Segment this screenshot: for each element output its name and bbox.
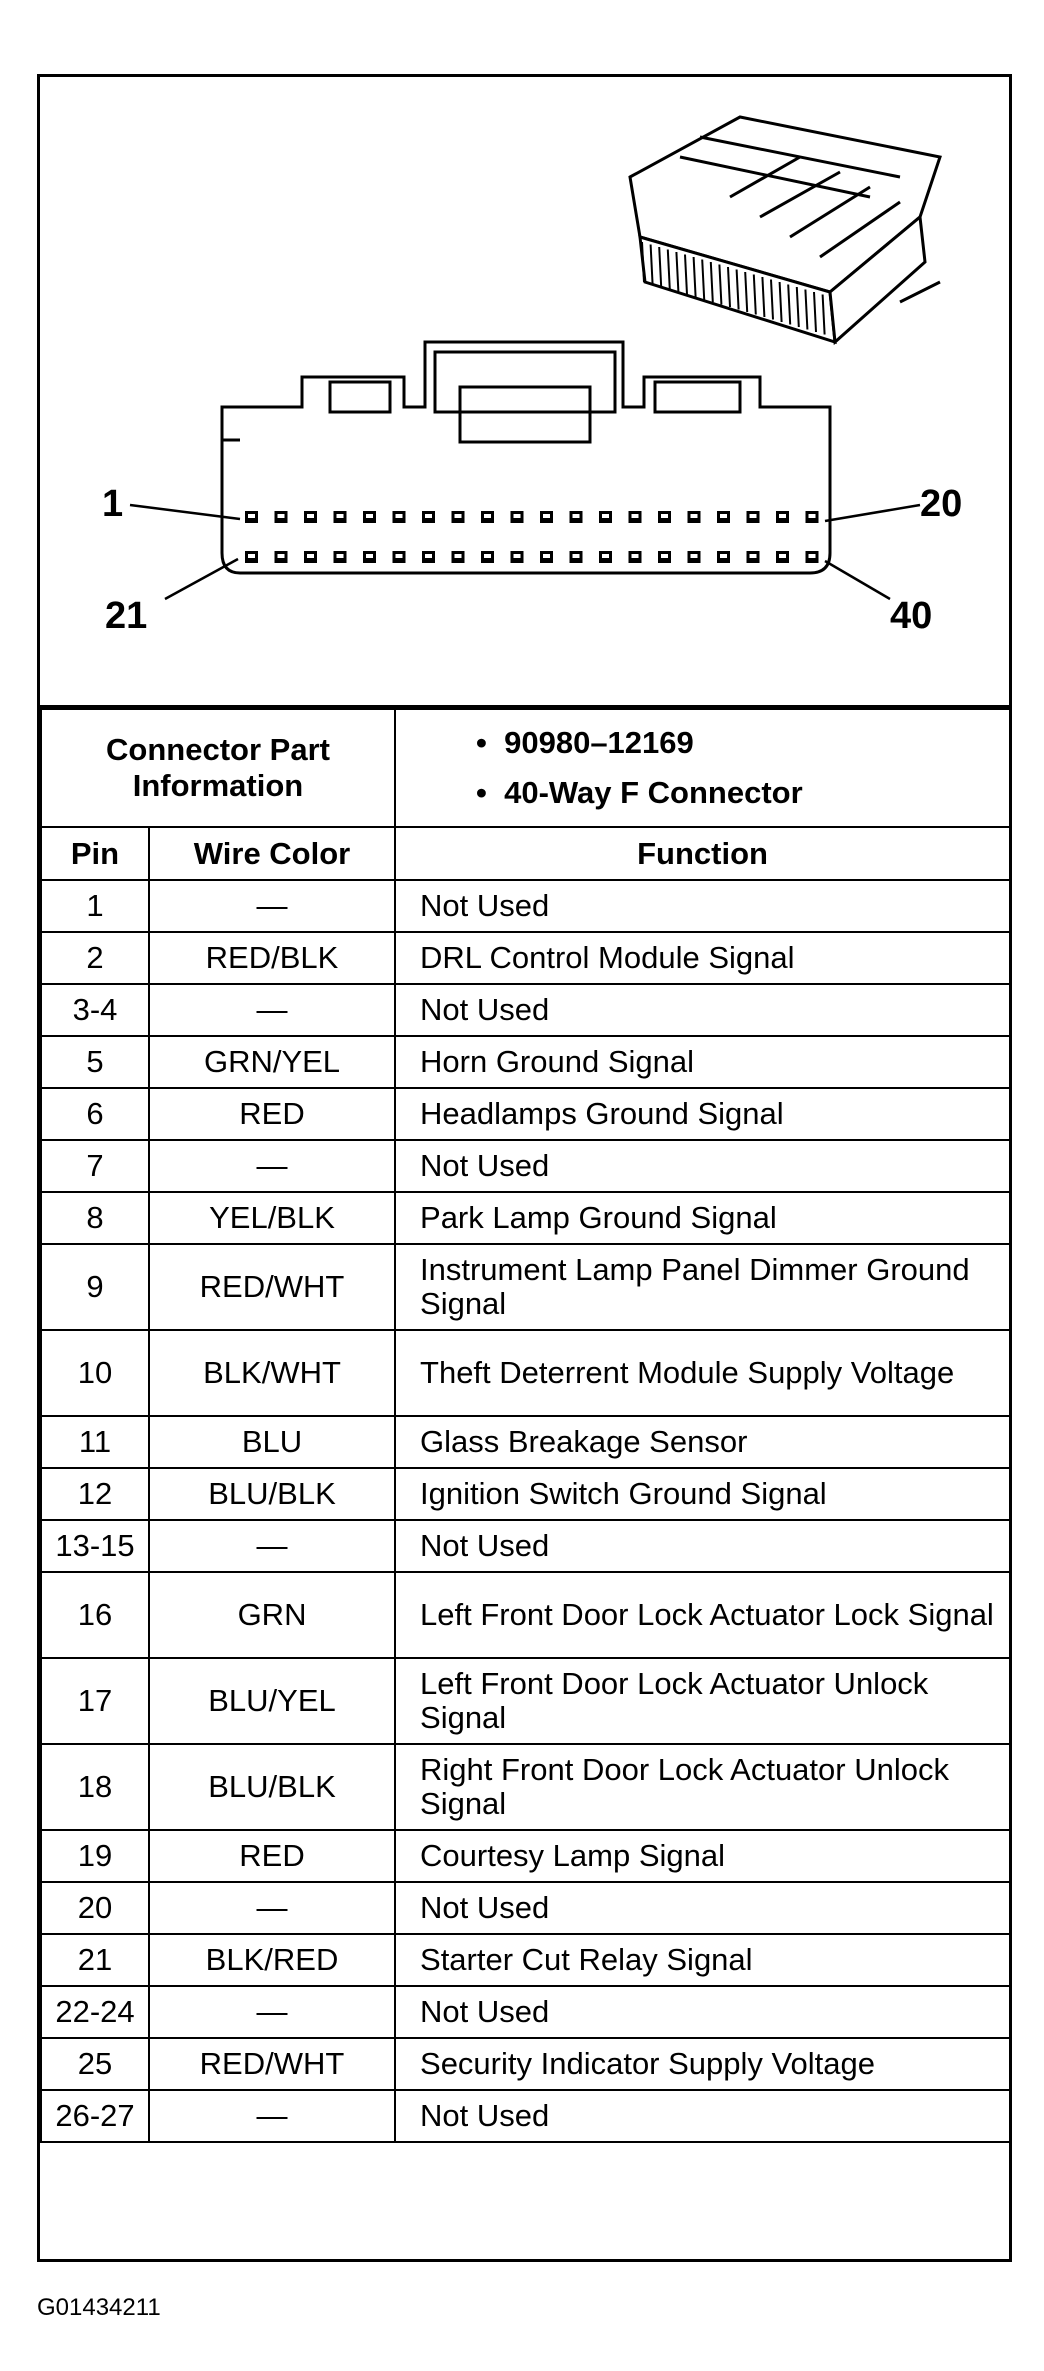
pin-cell: 20 <box>41 1882 149 1934</box>
pin-cavity-slot <box>248 514 255 518</box>
function-cell: Instrument Lamp Panel Dimmer Ground Signal <box>395 1244 1010 1330</box>
wire-color-cell: RED/WHT <box>149 2038 395 2090</box>
function-cell: Left Front Door Lock Actuator Lock Signal <box>395 1572 1010 1658</box>
function-cell: Courtesy Lamp Signal <box>395 1830 1010 1882</box>
figure-id: G01434211 <box>37 2294 161 2321</box>
function-cell: Not Used <box>395 1986 1010 2038</box>
pin-grid <box>245 511 819 563</box>
function-cell: Not Used <box>395 2090 1010 2142</box>
wire-color-cell: RED/BLK <box>149 932 395 984</box>
wire-color-cell: BLU/YEL <box>149 1658 395 1744</box>
column-header-function: Function <box>395 827 1010 880</box>
function-cell: Ignition Switch Ground Signal <box>395 1468 1010 1520</box>
column-header-pin: Pin <box>41 827 149 880</box>
pin-cavity-slot <box>691 554 698 558</box>
pin-cavity-slot <box>750 514 757 518</box>
function-cell: Headlamps Ground Signal <box>395 1088 1010 1140</box>
pin-cavity-slot <box>307 514 314 518</box>
wire-color-cell: RED <box>149 1088 395 1140</box>
table-row <box>41 1986 1010 2038</box>
pin-cavity-slot <box>396 554 403 558</box>
connector-description: • 40-Way F Connector <box>476 768 1003 818</box>
info-label-line2: Information <box>132 768 304 803</box>
function-cell: Park Lamp Ground Signal <box>395 1192 1010 1244</box>
pin-cavity-slot <box>307 554 314 558</box>
pin-cavity-slot <box>809 554 816 558</box>
pin-cavity-slot <box>455 514 462 518</box>
pin-cavity-slot <box>337 514 344 518</box>
pin-cell: 3-4 <box>41 984 149 1036</box>
table-row <box>41 1416 1010 1468</box>
wire-color-cell: BLK/RED <box>149 1934 395 1986</box>
pin-cavity-slot <box>602 554 609 558</box>
table-row <box>41 1468 1010 1520</box>
function-cell: Right Front Door Lock Actuator Unlock Signal <box>395 1744 1010 1830</box>
connector-sheet <box>37 74 1012 2262</box>
table-row <box>41 880 1010 932</box>
connector-3d-view <box>630 117 940 342</box>
pin-cell: 6 <box>41 1088 149 1140</box>
table-row <box>41 1330 1010 1416</box>
pin-cavity-slot <box>632 514 639 518</box>
pinout-table <box>40 708 1011 2143</box>
table-row <box>41 1140 1010 1192</box>
pin-cell: 9 <box>41 1244 149 1330</box>
wire-color-cell: BLK/WHT <box>149 1330 395 1416</box>
pin-cell: 11 <box>41 1416 149 1468</box>
function-cell: Not Used <box>395 1882 1010 1934</box>
pin-cavity-slot <box>661 514 668 518</box>
pin-cavity-slot <box>691 514 698 518</box>
pin-cavity-slot <box>337 554 344 558</box>
pin-cavity-slot <box>602 514 609 518</box>
leader-pin-21 <box>165 559 238 599</box>
pin-label-20: 20 <box>920 483 963 525</box>
pin-cavity-slot <box>543 554 550 558</box>
wire-color-cell: — <box>149 880 395 932</box>
table-row <box>41 1244 1010 1330</box>
pin-cell: 26-27 <box>41 2090 149 2142</box>
table-row <box>41 932 1010 984</box>
pin-cell: 10 <box>41 1330 149 1416</box>
table-row <box>41 1572 1010 1658</box>
pin-cavity-slot <box>366 514 373 518</box>
wire-color-cell: RED/WHT <box>149 1244 395 1330</box>
wire-color-cell: RED <box>149 1830 395 1882</box>
pin-cavity-slot <box>484 554 491 558</box>
table-row <box>41 1088 1010 1140</box>
pin-cell: 2 <box>41 932 149 984</box>
pin-cell: 7 <box>41 1140 149 1192</box>
wire-color-cell: GRN/YEL <box>149 1036 395 1088</box>
table-row <box>41 2090 1010 2142</box>
wire-color-cell: — <box>149 1882 395 1934</box>
pin-cell: 21 <box>41 1934 149 1986</box>
function-cell: Theft Deterrent Module Supply Voltage <box>395 1330 1010 1416</box>
pin-cell: 8 <box>41 1192 149 1244</box>
function-cell: Left Front Door Lock Actuator Unlock Signal <box>395 1658 1010 1744</box>
pin-cavity-slot <box>425 514 432 518</box>
pin-cavity-slot <box>632 554 639 558</box>
pin-label-1: 1 <box>102 483 124 525</box>
connector-diagram <box>40 77 1009 708</box>
connector-info-values <box>395 709 1010 827</box>
pin-cavity-slot <box>543 514 550 518</box>
pin-cavity-slot <box>573 554 580 558</box>
pin-cavity-slot <box>514 554 521 558</box>
pin-cell: 18 <box>41 1744 149 1830</box>
function-cell: Not Used <box>395 1140 1010 1192</box>
pin-cavity-slot <box>779 514 786 518</box>
pin-cavity-slot <box>278 554 285 558</box>
pin-cavity-slot <box>661 554 668 558</box>
wire-color-cell: — <box>149 2090 395 2142</box>
table-row <box>41 1934 1010 1986</box>
pin-cavity-slot <box>366 554 373 558</box>
connector-drawing <box>40 77 1009 705</box>
wire-color-cell: BLU/BLK <box>149 1468 395 1520</box>
wire-color-cell: BLU/BLK <box>149 1744 395 1830</box>
wire-color-cell: — <box>149 1520 395 1572</box>
function-cell: Horn Ground Signal <box>395 1036 1010 1088</box>
connector-info-label <box>41 709 395 827</box>
table-row <box>41 1036 1010 1088</box>
pin-cavity-slot <box>455 554 462 558</box>
function-cell: Glass Breakage Sensor <box>395 1416 1010 1468</box>
pin-cavity-slot <box>809 514 816 518</box>
pin-cell: 13-15 <box>41 1520 149 1572</box>
pin-cell: 1 <box>41 880 149 932</box>
pin-cavity-slot <box>779 554 786 558</box>
table-row <box>41 1882 1010 1934</box>
pin-cavity-slot <box>750 554 757 558</box>
part-number: • 90980–12169 <box>476 718 1003 768</box>
table-row <box>41 984 1010 1036</box>
connector-info-row <box>41 709 1010 827</box>
table-row <box>41 1744 1010 1830</box>
wire-color-cell: YEL/BLK <box>149 1192 395 1244</box>
pin-label-21: 21 <box>105 595 148 637</box>
pin-label-40: 40 <box>890 595 933 637</box>
table-row <box>41 1658 1010 1744</box>
wire-color-cell: — <box>149 1140 395 1192</box>
pin-cell: 5 <box>41 1036 149 1088</box>
pin-cell: 22-24 <box>41 1986 149 2038</box>
connector-front-view <box>222 342 830 573</box>
pin-cavity-slot <box>484 514 491 518</box>
wire-color-cell: BLU <box>149 1416 395 1468</box>
leader-pin-20 <box>825 505 920 521</box>
table-row <box>41 1192 1010 1244</box>
pin-cell: 12 <box>41 1468 149 1520</box>
pin-cavity-slot <box>248 554 255 558</box>
function-cell: DRL Control Module Signal <box>395 932 1010 984</box>
function-cell: Not Used <box>395 984 1010 1036</box>
table-header-row <box>41 827 1010 880</box>
table-row <box>41 2038 1010 2090</box>
wire-color-cell: — <box>149 1986 395 2038</box>
pin-cavity-slot <box>720 514 727 518</box>
leader-pin-40 <box>825 561 890 599</box>
pin-cavity-slot <box>514 514 521 518</box>
pin-cell: 17 <box>41 1658 149 1744</box>
table-row <box>41 1520 1010 1572</box>
function-cell: Not Used <box>395 880 1010 932</box>
pin-cell: 16 <box>41 1572 149 1658</box>
pin-cavity-slot <box>396 514 403 518</box>
pin-cavity-slot <box>278 514 285 518</box>
pin-cavity-slot <box>425 554 432 558</box>
column-header-wire-color: Wire Color <box>149 827 395 880</box>
wire-color-cell: GRN <box>149 1572 395 1658</box>
function-cell: Starter Cut Relay Signal <box>395 1934 1010 1986</box>
function-cell: Security Indicator Supply Voltage <box>395 2038 1010 2090</box>
pin-cavity-slot <box>720 554 727 558</box>
pin-cavity-slot <box>573 514 580 518</box>
pin-cell: 25 <box>41 2038 149 2090</box>
pin-cell: 19 <box>41 1830 149 1882</box>
info-label-line1: Connector Part <box>106 732 330 767</box>
wire-color-cell: — <box>149 984 395 1036</box>
function-cell: Not Used <box>395 1520 1010 1572</box>
table-row <box>41 1830 1010 1882</box>
